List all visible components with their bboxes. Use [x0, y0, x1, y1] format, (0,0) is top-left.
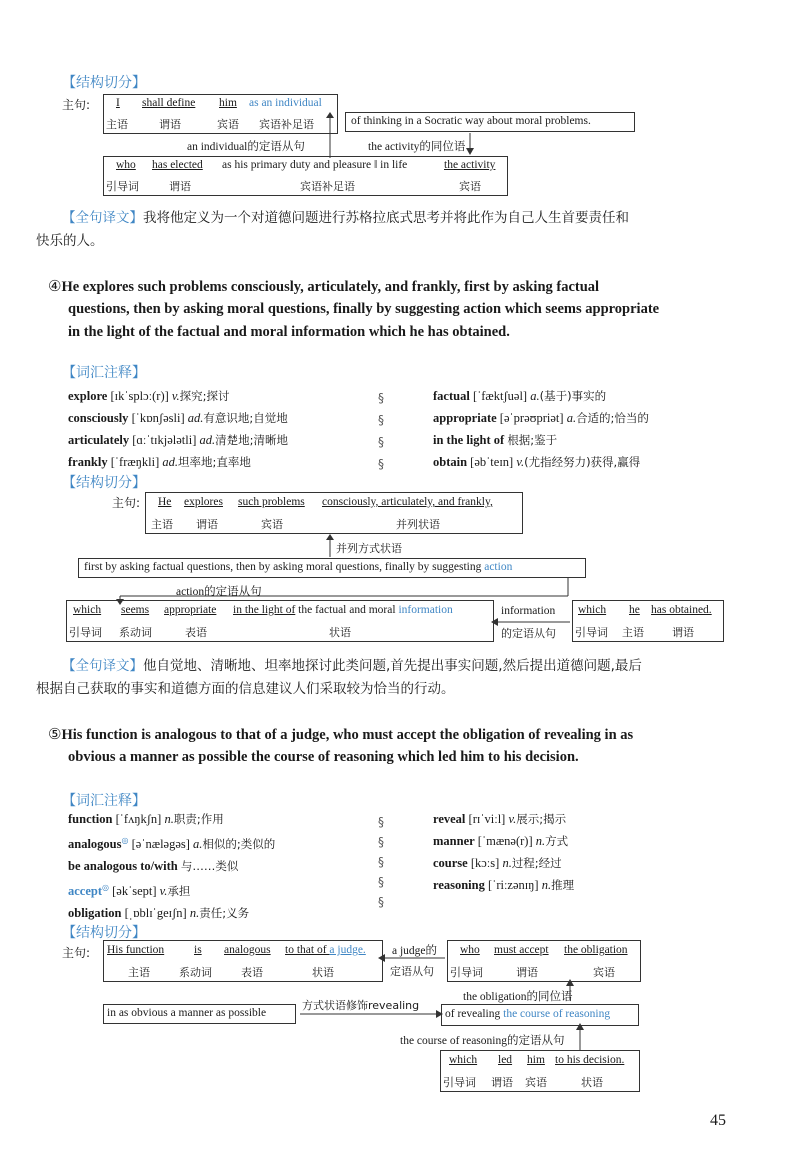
m4-r1: 主语	[151, 518, 173, 531]
appositive-box-3	[345, 112, 635, 132]
m4-w4: consciously, articulately, and frankly,	[322, 496, 493, 508]
struct-section-title-5: 【结构切分】	[62, 925, 146, 941]
vocab-item: manner [ˈmænə(r)] n.方式	[433, 834, 569, 848]
m5-w1: His function	[107, 944, 165, 956]
vocab-item: analogous◎ [əˈnæləgəs] a.相似的;类似的	[68, 836, 276, 852]
main-clause-label-4: 主句:	[112, 496, 141, 510]
vocab-item: articulately [ɑːˈtɪkjələtli] ad.清楚地;清晰地	[68, 433, 288, 447]
r4b-w1: which	[578, 604, 607, 616]
wavy-divider-4: § § § §	[378, 391, 384, 471]
rel-w3: as his primary duty and pleasure ‖ in life	[222, 159, 408, 171]
role-predicate: 谓语	[159, 118, 181, 131]
r5b-r3: 宾语	[525, 1076, 547, 1089]
main-clause-label-3: 主句:	[62, 98, 91, 112]
rel-r3: 宾语补足语	[300, 180, 355, 193]
vocab-item: appropriate [əˈprəʊpriət] a.合适的;恰当的	[433, 411, 649, 425]
r5b-w4: to his decision.	[555, 1054, 625, 1066]
label-judge-5: a judge的	[392, 945, 438, 957]
sentence-4-line3: in the light of the factual and moral information which he has obtained.	[68, 324, 510, 340]
vocab-section-title-4: 【词汇注释】	[62, 365, 146, 381]
label-action-rel-4: action的定语从句	[176, 586, 262, 598]
r5b-w2: led	[498, 1054, 513, 1066]
struct-section-title-4: 【结构切分】	[62, 475, 146, 491]
rel-r4: 宾语	[459, 180, 481, 193]
r5b-r1: 引导词	[443, 1076, 476, 1089]
manner-text-4: first by asking factual questions, then by asking moral questions, finally by suggesting action	[84, 561, 513, 573]
r4-w2: seems	[121, 604, 150, 616]
r4b-r3: 谓语	[672, 626, 694, 639]
r5-w3: the obligation	[564, 944, 628, 956]
vocab-left-4	[68, 385, 288, 473]
m4-w3: such problems	[238, 496, 305, 508]
label-course-rel-5: the course of reasoning的定语从句	[400, 1035, 565, 1047]
role-subject: 主语	[106, 118, 128, 131]
vocab-item: reveal [rɪˈviːl] v.展示;揭示	[433, 812, 567, 826]
translation-3-line2: 快乐的人。	[36, 233, 104, 249]
rel-w1: who	[116, 159, 136, 171]
r4-r2: 系动词	[119, 626, 152, 639]
sentence-5-line1: ⑤His function is analogous to that of a judge, who must accept the obligation of revealing in as	[48, 725, 634, 743]
vocab-item: course [kɔːs] n.过程;经过	[433, 856, 562, 870]
translation-4-line1: 他自觉地、清晰地、坦率地探讨此类问题,首先提出事实问题,然后提出道德问题,最后	[143, 658, 642, 674]
vocab-item: explore [ɪkˈsplɔː(r)] v.探究;探讨	[68, 389, 230, 403]
m5-w3: analogous	[224, 944, 271, 956]
label-info2-4: 的定语从句	[501, 627, 556, 640]
r5-r2: 谓语	[516, 966, 538, 979]
r5b-r2: 谓语	[491, 1076, 513, 1089]
manner-box-4	[78, 558, 586, 578]
m5-w4: to that of a judge.	[285, 944, 366, 956]
m5-r3: 表语	[241, 966, 263, 979]
sentence-number-4: ④	[48, 277, 62, 295]
vocab-right-5	[433, 808, 574, 896]
m4-r3: 宾语	[261, 518, 283, 531]
sentence-4-line1: ④He explores such problems consciously, articulately, and frankly, first by asking factual	[48, 277, 600, 295]
r5-w1: who	[460, 944, 480, 956]
label-relative-clause-3: an individual的定语从句	[187, 141, 305, 153]
r4-r3: 表语	[185, 626, 207, 639]
rel-r1: 引导词	[106, 180, 139, 193]
rel-box-5	[447, 940, 641, 982]
r4-w3: appropriate	[164, 604, 217, 616]
r4-w1: which	[73, 604, 102, 616]
m5-w2: is	[194, 944, 202, 956]
main-clause-box-5	[103, 940, 383, 982]
page-number: 45	[710, 1112, 726, 1129]
label-appos-5: the obligation的同位语	[463, 991, 573, 1003]
vocab-left-5	[68, 808, 275, 924]
vocab-item: in the light of 根据;鉴于	[433, 433, 558, 447]
rel2-box-4	[572, 600, 724, 642]
translation-label-4: 【全句译文】	[62, 658, 143, 674]
word-object: him	[219, 97, 237, 109]
r4-r1: 引导词	[69, 626, 102, 639]
vocab-item: obligation [ˌɒblɪˈgeɪʃn] n.责任;义务	[68, 906, 250, 921]
r4b-r2: 主语	[622, 626, 644, 639]
rel-box-4	[66, 600, 494, 642]
sentence-5-line2: obvious a manner as possible the course of reasoning which led him to his decision.	[68, 749, 579, 765]
r5-r3: 宾语	[593, 966, 615, 979]
vocab-item: obtain [əbˈteɪn] v.(尤指经努力)获得,赢得	[433, 455, 641, 469]
m4-w2: explores	[184, 496, 223, 508]
translation-3-line1: 我将他定义为一个对道德问题进行苏格拉底式思考并将此作为自己人生首要责任和	[143, 210, 629, 226]
label-appositive-3: the activity的同位语	[368, 141, 466, 153]
rel2-box-5	[440, 1050, 640, 1092]
m4-r4: 并列状语	[396, 518, 440, 531]
revealing-box-5	[441, 1004, 639, 1026]
badge-icon: ◎	[121, 836, 129, 845]
vocab-item: reasoning [ˈriːzənɪŋ] n.推理	[433, 878, 575, 892]
r5-w2: must accept	[494, 944, 549, 956]
label-info-4: information	[501, 605, 556, 617]
label-judge2-5: 定语从句	[390, 965, 434, 978]
r4-w4: in the light of the factual and moral information	[233, 604, 453, 616]
m5-r2: 系动词	[179, 966, 212, 979]
badge-icon: ◎	[102, 883, 109, 893]
rel-w4: the activity	[444, 159, 496, 171]
wavy-divider-5: § § § § §	[378, 815, 384, 909]
sentence-4-line2: questions, then by asking moral questions, finally by suggesting action which seems appropriate	[68, 301, 660, 317]
r4b-w3: has obtained.	[651, 604, 712, 616]
vocab-item: accept◎ [əkˈsept] v.承担	[68, 883, 191, 899]
vocab-item: function [ˈfʌŋkʃn] n.职责;作用	[68, 812, 224, 826]
vocab-item: factual [ˈfæktʃuəl] a.(基于)事实的	[433, 389, 607, 403]
main-clause-box-3	[103, 94, 338, 134]
rel-r2: 谓语	[169, 180, 191, 193]
revealing-text-5: of revealing the course of reasoning	[445, 1008, 611, 1020]
relative-clause-box-3	[103, 156, 508, 196]
struct-section-title-3: 【结构切分】	[62, 75, 146, 91]
m4-r2: 谓语	[196, 518, 218, 531]
r4b-r1: 引导词	[575, 626, 608, 639]
translation-3	[62, 207, 629, 229]
word-predicate: shall define	[142, 97, 196, 109]
translation-4-line2: 根据自己获取的事实和道德方面的信息建议人们采取较为恰当的行动。	[36, 681, 455, 697]
vocab-right-4	[433, 385, 649, 473]
vocab-item: consciously [ˈkɒnʃəsli] ad.有意识地;自觉地	[68, 411, 288, 425]
label-manner-5: 方式状语修饰revealing	[302, 999, 420, 1012]
translation-4	[62, 655, 642, 677]
r5-r1: 引导词	[450, 966, 483, 979]
vocab-item: be analogous to/with 与……类似	[68, 859, 239, 874]
vocab-section-title-5: 【词汇注释】	[62, 793, 146, 809]
vocab-item: frankly [ˈfræŋkli] ad.坦率地;直率地	[68, 455, 251, 469]
rel-w2: has elected	[152, 159, 203, 171]
sentence-number-5: ⑤	[48, 725, 62, 743]
m5-r4: 状语	[312, 966, 334, 979]
m5-r1: 主语	[128, 966, 150, 979]
main-clause-label-5: 主句:	[62, 946, 91, 960]
word-subject: I	[116, 97, 120, 109]
r5b-w3: him	[527, 1054, 545, 1066]
translation-label-3: 【全句译文】	[62, 210, 143, 226]
main-clause-box-4	[145, 492, 523, 534]
manner-box-5	[103, 1004, 296, 1024]
r4b-w2: he	[629, 604, 640, 616]
r5b-w1: which	[449, 1054, 478, 1066]
role-object: 宾语	[217, 118, 239, 131]
word-complement: as an individual	[249, 97, 322, 109]
r5b-r4: 状语	[581, 1076, 603, 1089]
manner-text-5: in as obvious a manner as possible	[107, 1007, 267, 1019]
label-manner-4: 并列方式状语	[336, 542, 402, 555]
role-complement: 宾语补足语	[259, 118, 314, 131]
appositive-text: of thinking in a Socratic way about moral problems.	[351, 115, 591, 127]
r4-r4: 状语	[329, 626, 351, 639]
m4-w1: He	[158, 496, 172, 508]
